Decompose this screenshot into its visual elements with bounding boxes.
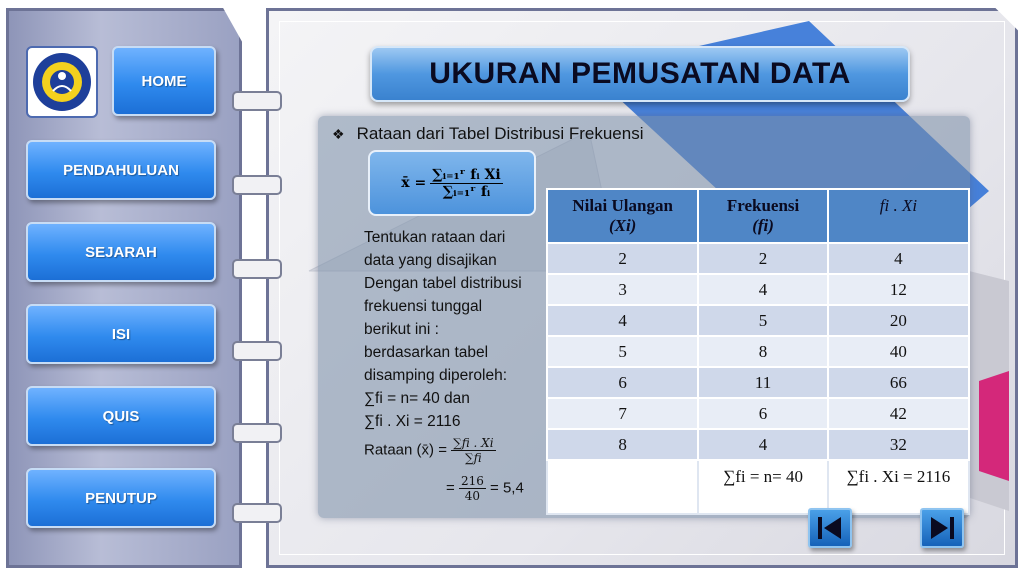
result-denominator: 40 <box>464 489 481 503</box>
text-line: ∑fi = n= 40 dan <box>364 390 470 407</box>
page-title: UKURAN PEMUSATAN DATA <box>370 46 910 102</box>
table-cell: 42 <box>828 398 969 429</box>
column-header-frekuensi: Frekuensi (fi) <box>698 189 828 243</box>
nav-button-sejarah[interactable]: SEJARAH <box>26 222 216 282</box>
table-cell: 6 <box>547 367 698 398</box>
subtitle-text: Rataan dari Tabel Distribusi Frekuensi <box>356 124 644 143</box>
table-cell: 2 <box>698 243 828 274</box>
text-line: frekuensi tunggal <box>364 298 483 315</box>
last-page-button[interactable] <box>920 508 964 548</box>
table-cell: 8 <box>698 336 828 367</box>
table-row <box>547 429 969 460</box>
table-row <box>547 305 969 336</box>
text-line: berdasarkan tabel <box>364 344 489 361</box>
table-row <box>547 336 969 367</box>
explanation-text <box>364 226 544 433</box>
result-prefix: = <box>446 479 455 497</box>
text-line: disamping diperoleh: <box>364 367 508 384</box>
table-cell: 66 <box>828 367 969 398</box>
mean-formula <box>368 150 536 216</box>
formula-numerator: ∑ᵢ₌₁ʳ fᵢ Xi <box>432 166 501 183</box>
rataan-label: Rataan (x̄) = <box>364 441 447 459</box>
binder-ring-icon <box>232 338 282 364</box>
nav-button-penutup[interactable]: PENUTUP <box>26 468 216 528</box>
sum-product-cell: ∑fi . Xi = 2116 <box>828 460 969 514</box>
column-header-fixi: fi . Xi <box>828 189 969 243</box>
text-line: Dengan tabel distribusi <box>364 275 522 292</box>
text-line: Tentukan rataan dari <box>364 229 506 246</box>
table-cell <box>547 460 698 514</box>
rataan-denominator: ∑fi <box>465 451 482 465</box>
table-cell: 4 <box>828 243 969 274</box>
logo-emblem-icon <box>31 51 93 113</box>
rataan-calculation <box>364 436 496 465</box>
first-page-button[interactable] <box>808 508 852 548</box>
last-page-icon <box>927 514 957 542</box>
table-sum-row <box>547 460 969 514</box>
binder-ring-icon <box>232 420 282 446</box>
table-cell: 3 <box>547 274 698 305</box>
table-cell: 40 <box>828 336 969 367</box>
table-cell: 8 <box>547 429 698 460</box>
frequency-table <box>546 188 970 515</box>
table-cell: 32 <box>828 429 969 460</box>
result-numerator: 216 <box>460 474 484 488</box>
table-cell: 11 <box>698 367 828 398</box>
table-cell: 7 <box>547 398 698 429</box>
table-row <box>547 243 969 274</box>
table-cell: 12 <box>828 274 969 305</box>
nav-button-pendahuluan[interactable]: PENDAHULUAN <box>26 140 216 200</box>
column-header-nilai: Nilai Ulangan (Xi) <box>547 189 698 243</box>
binder-ring-icon <box>232 256 282 282</box>
formula-denominator: ∑ᵢ₌₁ʳ fᵢ <box>442 183 491 200</box>
formula-fraction <box>430 167 503 200</box>
table-cell: 4 <box>698 274 828 305</box>
text-line: data yang disajikan <box>364 252 497 269</box>
nav-button-home[interactable]: HOME <box>112 46 216 116</box>
text-line: berikut ini : <box>364 321 439 338</box>
bullet-icon: ❖ <box>332 126 345 142</box>
table-cell: 5 <box>547 336 698 367</box>
rataan-fraction <box>451 436 495 465</box>
table-cell: 5 <box>698 305 828 336</box>
result-value: = 5,4 <box>490 479 524 497</box>
table-cell: 6 <box>698 398 828 429</box>
university-logo <box>26 46 98 118</box>
nav-button-quis[interactable]: QUIS <box>26 386 216 446</box>
formula-lhs: x̄ = <box>401 175 427 191</box>
rataan-result <box>446 474 524 503</box>
table-row <box>547 274 969 305</box>
result-fraction <box>459 474 486 503</box>
text-line: ∑fi . Xi = 2116 <box>364 413 461 430</box>
sum-frequency-cell: ∑fi = n= 40 <box>698 460 828 514</box>
table-row <box>547 398 969 429</box>
rataan-numerator: ∑fi . Xi <box>453 436 494 450</box>
table-row <box>547 367 969 398</box>
table-cell: 4 <box>698 429 828 460</box>
table-cell: 20 <box>828 305 969 336</box>
table-header-row <box>547 189 969 243</box>
first-page-icon <box>815 514 845 542</box>
nav-button-isi[interactable]: ISI <box>26 304 216 364</box>
table-cell: 2 <box>547 243 698 274</box>
table-cell: 4 <box>547 305 698 336</box>
binder-ring-icon <box>232 88 282 114</box>
binder-ring-icon <box>232 172 282 198</box>
binder-ring-icon <box>232 500 282 526</box>
section-subtitle <box>332 124 644 144</box>
